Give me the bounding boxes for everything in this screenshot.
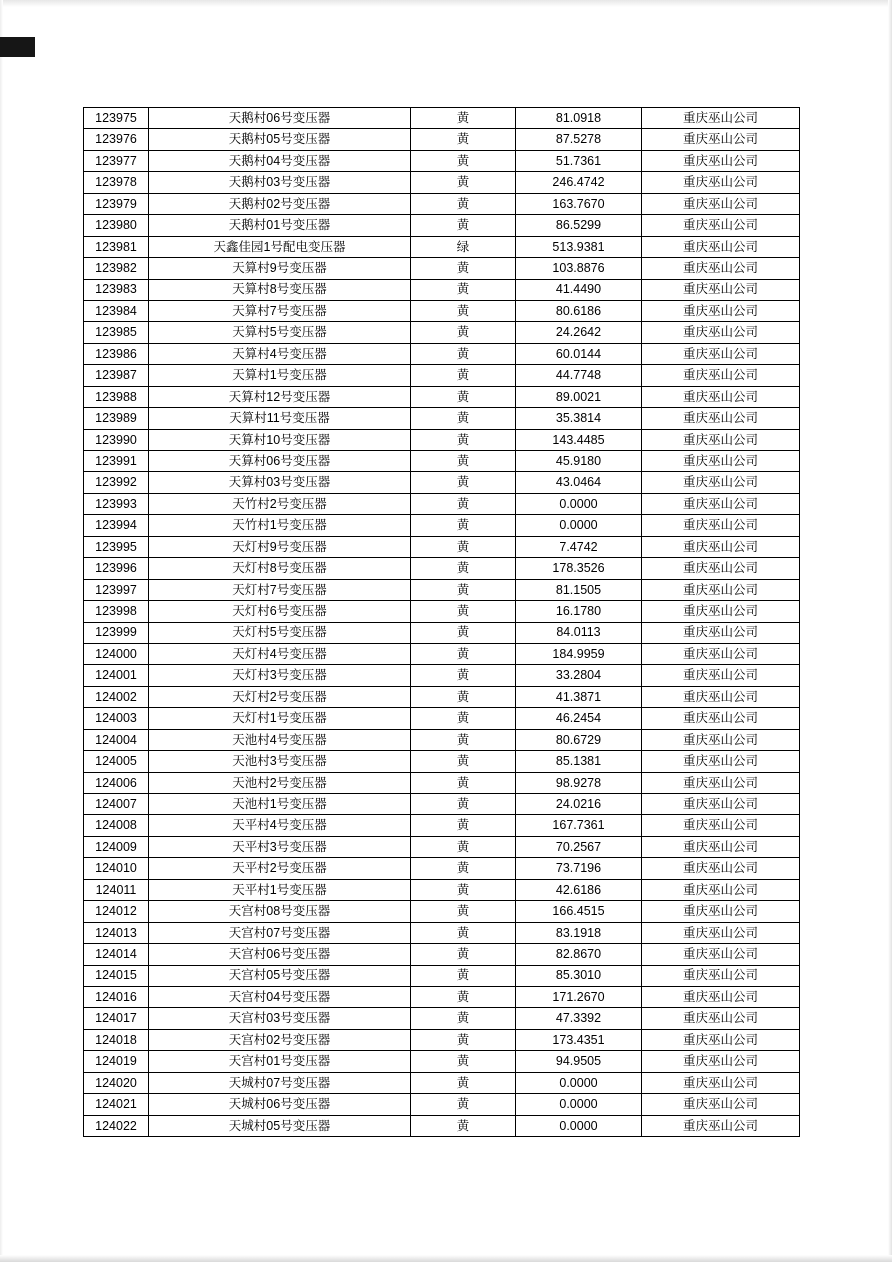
cell-name: 天灯村4号变压器 xyxy=(149,643,411,664)
cell-status: 黄 xyxy=(411,472,516,493)
cell-name: 天鹅村04号变压器 xyxy=(149,150,411,171)
cell-company: 重庆巫山公司 xyxy=(642,1051,800,1072)
cell-company: 重庆巫山公司 xyxy=(642,794,800,815)
cell-status: 黄 xyxy=(411,708,516,729)
table-row xyxy=(84,472,800,493)
transformer-table-body xyxy=(84,108,800,1137)
cell-value: 0.0000 xyxy=(516,515,642,536)
cell-name: 天鑫佳园1号配电变压器 xyxy=(149,236,411,257)
cell-status: 黄 xyxy=(411,429,516,450)
cell-value: 85.1381 xyxy=(516,751,642,772)
cell-id: 123986 xyxy=(84,343,149,364)
cell-value: 143.4485 xyxy=(516,429,642,450)
cell-value: 94.9505 xyxy=(516,1051,642,1072)
cell-name: 天鹅村01号变压器 xyxy=(149,215,411,236)
cell-company: 重庆巫山公司 xyxy=(642,708,800,729)
cell-id: 124007 xyxy=(84,794,149,815)
cell-name: 天算村1号变压器 xyxy=(149,365,411,386)
cell-id: 123992 xyxy=(84,472,149,493)
table-row xyxy=(84,601,800,622)
cell-status: 黄 xyxy=(411,1008,516,1029)
cell-value: 246.4742 xyxy=(516,172,642,193)
cell-name: 天宫村06号变压器 xyxy=(149,944,411,965)
cell-value: 84.0113 xyxy=(516,622,642,643)
cell-status: 黄 xyxy=(411,451,516,472)
cell-id: 123993 xyxy=(84,493,149,514)
cell-id: 123998 xyxy=(84,601,149,622)
cell-id: 123975 xyxy=(84,108,149,129)
cell-id: 124016 xyxy=(84,986,149,1007)
page-bottom-edge xyxy=(0,1255,892,1262)
cell-status: 黄 xyxy=(411,1115,516,1136)
table-row xyxy=(84,772,800,793)
cell-company: 重庆巫山公司 xyxy=(642,944,800,965)
table-row xyxy=(84,300,800,321)
cell-id: 124008 xyxy=(84,815,149,836)
table-row xyxy=(84,815,800,836)
table-row xyxy=(84,686,800,707)
cell-name: 天池村2号变压器 xyxy=(149,772,411,793)
cell-status: 黄 xyxy=(411,686,516,707)
cell-name: 天宫村08号变压器 xyxy=(149,901,411,922)
cell-name: 天算村7号变压器 xyxy=(149,300,411,321)
cell-value: 44.7748 xyxy=(516,365,642,386)
cell-name: 天鹅村06号变压器 xyxy=(149,108,411,129)
table-row xyxy=(84,365,800,386)
cell-company: 重庆巫山公司 xyxy=(642,1072,800,1093)
cell-company: 重庆巫山公司 xyxy=(642,386,800,407)
cell-status: 黄 xyxy=(411,193,516,214)
cell-name: 天灯村2号变压器 xyxy=(149,686,411,707)
table-row xyxy=(84,1115,800,1136)
cell-company: 重庆巫山公司 xyxy=(642,579,800,600)
table-row xyxy=(84,429,800,450)
table-row xyxy=(84,944,800,965)
cell-id: 123977 xyxy=(84,150,149,171)
cell-id: 123984 xyxy=(84,300,149,321)
table-row xyxy=(84,236,800,257)
cell-id: 123990 xyxy=(84,429,149,450)
cell-id: 124001 xyxy=(84,665,149,686)
table-row xyxy=(84,215,800,236)
cell-id: 123976 xyxy=(84,129,149,150)
cell-company: 重庆巫山公司 xyxy=(642,172,800,193)
cell-name: 天宫村05号变压器 xyxy=(149,965,411,986)
cell-name: 天宫村02号变压器 xyxy=(149,1029,411,1050)
table-row xyxy=(84,579,800,600)
cell-value: 33.2804 xyxy=(516,665,642,686)
cell-status: 黄 xyxy=(411,986,516,1007)
cell-company: 重庆巫山公司 xyxy=(642,279,800,300)
table-row xyxy=(84,493,800,514)
cell-value: 70.2567 xyxy=(516,836,642,857)
cell-company: 重庆巫山公司 xyxy=(642,343,800,364)
cell-company: 重庆巫山公司 xyxy=(642,665,800,686)
cell-status: 黄 xyxy=(411,729,516,750)
cell-id: 124019 xyxy=(84,1051,149,1072)
cell-value: 24.0216 xyxy=(516,794,642,815)
table-row xyxy=(84,150,800,171)
cell-value: 0.0000 xyxy=(516,493,642,514)
cell-id: 124022 xyxy=(84,1115,149,1136)
cell-id: 123982 xyxy=(84,258,149,279)
cell-id: 123997 xyxy=(84,579,149,600)
cell-company: 重庆巫山公司 xyxy=(642,215,800,236)
cell-id: 124003 xyxy=(84,708,149,729)
cell-value: 47.3392 xyxy=(516,1008,642,1029)
cell-status: 黄 xyxy=(411,365,516,386)
cell-name: 天鹅村02号变压器 xyxy=(149,193,411,214)
cell-id: 124011 xyxy=(84,879,149,900)
cell-value: 103.8876 xyxy=(516,258,642,279)
cell-company: 重庆巫山公司 xyxy=(642,901,800,922)
cell-status: 黄 xyxy=(411,836,516,857)
cell-status: 黄 xyxy=(411,172,516,193)
cell-status: 黄 xyxy=(411,300,516,321)
cell-company: 重庆巫山公司 xyxy=(642,322,800,343)
cell-name: 天灯村8号变压器 xyxy=(149,558,411,579)
cell-value: 178.3526 xyxy=(516,558,642,579)
cell-name: 天鹅村05号变压器 xyxy=(149,129,411,150)
cell-id: 123988 xyxy=(84,386,149,407)
cell-company: 重庆巫山公司 xyxy=(642,236,800,257)
cell-company: 重庆巫山公司 xyxy=(642,729,800,750)
table-row xyxy=(84,129,800,150)
cell-status: 黄 xyxy=(411,643,516,664)
page-right-edge xyxy=(888,0,892,1262)
table-row xyxy=(84,386,800,407)
table-row xyxy=(84,879,800,900)
cell-name: 天灯村5号变压器 xyxy=(149,622,411,643)
cell-company: 重庆巫山公司 xyxy=(642,879,800,900)
cell-company: 重庆巫山公司 xyxy=(642,108,800,129)
cell-company: 重庆巫山公司 xyxy=(642,965,800,986)
cell-name: 天算村06号变压器 xyxy=(149,451,411,472)
cell-name: 天算村8号变压器 xyxy=(149,279,411,300)
cell-company: 重庆巫山公司 xyxy=(642,536,800,557)
cell-value: 81.1505 xyxy=(516,579,642,600)
table-row xyxy=(84,1029,800,1050)
cell-status: 黄 xyxy=(411,665,516,686)
table-row xyxy=(84,1008,800,1029)
cell-status: 黄 xyxy=(411,1094,516,1115)
cell-id: 124004 xyxy=(84,729,149,750)
cell-company: 重庆巫山公司 xyxy=(642,408,800,429)
cell-name: 天平村1号变压器 xyxy=(149,879,411,900)
cell-company: 重庆巫山公司 xyxy=(642,515,800,536)
table-row xyxy=(84,751,800,772)
cell-value: 163.7670 xyxy=(516,193,642,214)
cell-value: 73.7196 xyxy=(516,858,642,879)
cell-name: 天池村1号变压器 xyxy=(149,794,411,815)
table-row xyxy=(84,665,800,686)
cell-status: 黄 xyxy=(411,258,516,279)
table-row xyxy=(84,343,800,364)
table-row xyxy=(84,965,800,986)
cell-value: 184.9959 xyxy=(516,643,642,664)
cell-value: 0.0000 xyxy=(516,1072,642,1093)
cell-value: 98.9278 xyxy=(516,772,642,793)
cell-id: 124018 xyxy=(84,1029,149,1050)
table-row xyxy=(84,1072,800,1093)
cell-name: 天算村03号变压器 xyxy=(149,472,411,493)
cell-status: 黄 xyxy=(411,772,516,793)
cell-id: 124002 xyxy=(84,686,149,707)
cell-name: 天平村2号变压器 xyxy=(149,858,411,879)
cell-value: 45.9180 xyxy=(516,451,642,472)
cell-company: 重庆巫山公司 xyxy=(642,1008,800,1029)
cell-name: 天宫村07号变压器 xyxy=(149,922,411,943)
cell-value: 7.4742 xyxy=(516,536,642,557)
cell-id: 124009 xyxy=(84,836,149,857)
cell-name: 天灯村7号变压器 xyxy=(149,579,411,600)
cell-id: 123981 xyxy=(84,236,149,257)
cell-status: 绿 xyxy=(411,236,516,257)
page-top-edge xyxy=(0,0,892,7)
table-row xyxy=(84,922,800,943)
cell-company: 重庆巫山公司 xyxy=(642,815,800,836)
table-row xyxy=(84,1051,800,1072)
table-row xyxy=(84,729,800,750)
cell-company: 重庆巫山公司 xyxy=(642,772,800,793)
cell-company: 重庆巫山公司 xyxy=(642,922,800,943)
cell-status: 黄 xyxy=(411,879,516,900)
cell-status: 黄 xyxy=(411,1051,516,1072)
cell-id: 124010 xyxy=(84,858,149,879)
cell-company: 重庆巫山公司 xyxy=(642,300,800,321)
cell-status: 黄 xyxy=(411,515,516,536)
cell-name: 天宫村01号变压器 xyxy=(149,1051,411,1072)
cell-id: 123999 xyxy=(84,622,149,643)
cell-name: 天竹村1号变压器 xyxy=(149,515,411,536)
cell-value: 51.7361 xyxy=(516,150,642,171)
table-row xyxy=(84,858,800,879)
cell-status: 黄 xyxy=(411,108,516,129)
cell-id: 124005 xyxy=(84,751,149,772)
transformer-table xyxy=(83,107,800,1137)
cell-id: 123989 xyxy=(84,408,149,429)
cell-name: 天算村9号变压器 xyxy=(149,258,411,279)
cell-status: 黄 xyxy=(411,922,516,943)
cell-status: 黄 xyxy=(411,408,516,429)
cell-id: 124000 xyxy=(84,643,149,664)
cell-id: 123980 xyxy=(84,215,149,236)
cell-name: 天算村11号变压器 xyxy=(149,408,411,429)
cell-value: 166.4515 xyxy=(516,901,642,922)
table-row xyxy=(84,643,800,664)
cell-id: 124014 xyxy=(84,944,149,965)
cell-name: 天平村4号变压器 xyxy=(149,815,411,836)
cell-name: 天灯村6号变压器 xyxy=(149,601,411,622)
cell-id: 124021 xyxy=(84,1094,149,1115)
cell-name: 天宫村04号变压器 xyxy=(149,986,411,1007)
cell-id: 123995 xyxy=(84,536,149,557)
cell-company: 重庆巫山公司 xyxy=(642,622,800,643)
page-left-edge xyxy=(0,0,3,1262)
cell-id: 123987 xyxy=(84,365,149,386)
table-row xyxy=(84,536,800,557)
table-row xyxy=(84,172,800,193)
cell-value: 41.3871 xyxy=(516,686,642,707)
cell-status: 黄 xyxy=(411,944,516,965)
cell-company: 重庆巫山公司 xyxy=(642,1094,800,1115)
cell-status: 黄 xyxy=(411,965,516,986)
cell-name: 天平村3号变压器 xyxy=(149,836,411,857)
cell-id: 124015 xyxy=(84,965,149,986)
cell-status: 黄 xyxy=(411,901,516,922)
cell-name: 天宫村03号变压器 xyxy=(149,1008,411,1029)
cell-value: 87.5278 xyxy=(516,129,642,150)
cell-value: 83.1918 xyxy=(516,922,642,943)
cell-id: 123991 xyxy=(84,451,149,472)
table-row xyxy=(84,558,800,579)
cell-value: 81.0918 xyxy=(516,108,642,129)
cell-id: 124006 xyxy=(84,772,149,793)
table-row xyxy=(84,986,800,1007)
cell-id: 124013 xyxy=(84,922,149,943)
cell-name: 天城村07号变压器 xyxy=(149,1072,411,1093)
cell-status: 黄 xyxy=(411,150,516,171)
cell-value: 167.7361 xyxy=(516,815,642,836)
table-row xyxy=(84,451,800,472)
cell-company: 重庆巫山公司 xyxy=(642,751,800,772)
cell-value: 43.0464 xyxy=(516,472,642,493)
cell-status: 黄 xyxy=(411,129,516,150)
cell-status: 黄 xyxy=(411,601,516,622)
cell-status: 黄 xyxy=(411,558,516,579)
cell-status: 黄 xyxy=(411,536,516,557)
cell-value: 85.3010 xyxy=(516,965,642,986)
table-row xyxy=(84,258,800,279)
corner-mark xyxy=(0,37,35,57)
cell-value: 173.4351 xyxy=(516,1029,642,1050)
cell-company: 重庆巫山公司 xyxy=(642,643,800,664)
cell-company: 重庆巫山公司 xyxy=(642,493,800,514)
cell-company: 重庆巫山公司 xyxy=(642,1115,800,1136)
cell-name: 天池村4号变压器 xyxy=(149,729,411,750)
cell-company: 重庆巫山公司 xyxy=(642,150,800,171)
cell-value: 35.3814 xyxy=(516,408,642,429)
cell-status: 黄 xyxy=(411,215,516,236)
table-row xyxy=(84,322,800,343)
cell-value: 42.6186 xyxy=(516,879,642,900)
cell-id: 123979 xyxy=(84,193,149,214)
table-row xyxy=(84,836,800,857)
cell-value: 46.2454 xyxy=(516,708,642,729)
cell-status: 黄 xyxy=(411,343,516,364)
table-row xyxy=(84,708,800,729)
cell-name: 天算村4号变压器 xyxy=(149,343,411,364)
cell-id: 124012 xyxy=(84,901,149,922)
cell-status: 黄 xyxy=(411,386,516,407)
cell-value: 171.2670 xyxy=(516,986,642,1007)
table-row xyxy=(84,279,800,300)
cell-value: 41.4490 xyxy=(516,279,642,300)
cell-value: 24.2642 xyxy=(516,322,642,343)
cell-name: 天算村12号变压器 xyxy=(149,386,411,407)
cell-company: 重庆巫山公司 xyxy=(642,258,800,279)
table-row xyxy=(84,901,800,922)
cell-status: 黄 xyxy=(411,579,516,600)
table-row xyxy=(84,408,800,429)
cell-company: 重庆巫山公司 xyxy=(642,558,800,579)
cell-company: 重庆巫山公司 xyxy=(642,472,800,493)
cell-company: 重庆巫山公司 xyxy=(642,858,800,879)
cell-value: 80.6186 xyxy=(516,300,642,321)
cell-value: 80.6729 xyxy=(516,729,642,750)
cell-status: 黄 xyxy=(411,815,516,836)
cell-status: 黄 xyxy=(411,858,516,879)
table-row xyxy=(84,1094,800,1115)
table-row xyxy=(84,794,800,815)
cell-company: 重庆巫山公司 xyxy=(642,193,800,214)
cell-status: 黄 xyxy=(411,1029,516,1050)
table-row xyxy=(84,515,800,536)
cell-name: 天鹅村03号变压器 xyxy=(149,172,411,193)
cell-name: 天算村10号变压器 xyxy=(149,429,411,450)
cell-id: 123983 xyxy=(84,279,149,300)
table-row xyxy=(84,108,800,129)
cell-status: 黄 xyxy=(411,1072,516,1093)
cell-value: 0.0000 xyxy=(516,1115,642,1136)
cell-company: 重庆巫山公司 xyxy=(642,986,800,1007)
cell-id: 123978 xyxy=(84,172,149,193)
cell-id: 123994 xyxy=(84,515,149,536)
cell-company: 重庆巫山公司 xyxy=(642,601,800,622)
cell-company: 重庆巫山公司 xyxy=(642,686,800,707)
cell-status: 黄 xyxy=(411,279,516,300)
cell-id: 123985 xyxy=(84,322,149,343)
cell-status: 黄 xyxy=(411,322,516,343)
cell-company: 重庆巫山公司 xyxy=(642,451,800,472)
cell-name: 天灯村1号变压器 xyxy=(149,708,411,729)
cell-id: 123996 xyxy=(84,558,149,579)
cell-name: 天灯村3号变压器 xyxy=(149,665,411,686)
cell-status: 黄 xyxy=(411,794,516,815)
cell-name: 天竹村2号变压器 xyxy=(149,493,411,514)
cell-company: 重庆巫山公司 xyxy=(642,429,800,450)
cell-value: 513.9381 xyxy=(516,236,642,257)
cell-id: 124020 xyxy=(84,1072,149,1093)
cell-name: 天算村5号变压器 xyxy=(149,322,411,343)
cell-company: 重庆巫山公司 xyxy=(642,129,800,150)
table-row xyxy=(84,622,800,643)
cell-value: 16.1780 xyxy=(516,601,642,622)
cell-status: 黄 xyxy=(411,751,516,772)
cell-name: 天池村3号变压器 xyxy=(149,751,411,772)
cell-id: 124017 xyxy=(84,1008,149,1029)
cell-status: 黄 xyxy=(411,622,516,643)
cell-status: 黄 xyxy=(411,493,516,514)
cell-company: 重庆巫山公司 xyxy=(642,365,800,386)
cell-value: 82.8670 xyxy=(516,944,642,965)
cell-company: 重庆巫山公司 xyxy=(642,1029,800,1050)
cell-name: 天城村05号变压器 xyxy=(149,1115,411,1136)
cell-value: 0.0000 xyxy=(516,1094,642,1115)
table-row xyxy=(84,193,800,214)
cell-value: 86.5299 xyxy=(516,215,642,236)
cell-name: 天城村06号变压器 xyxy=(149,1094,411,1115)
cell-value: 89.0021 xyxy=(516,386,642,407)
cell-company: 重庆巫山公司 xyxy=(642,836,800,857)
cell-value: 60.0144 xyxy=(516,343,642,364)
cell-name: 天灯村9号变压器 xyxy=(149,536,411,557)
